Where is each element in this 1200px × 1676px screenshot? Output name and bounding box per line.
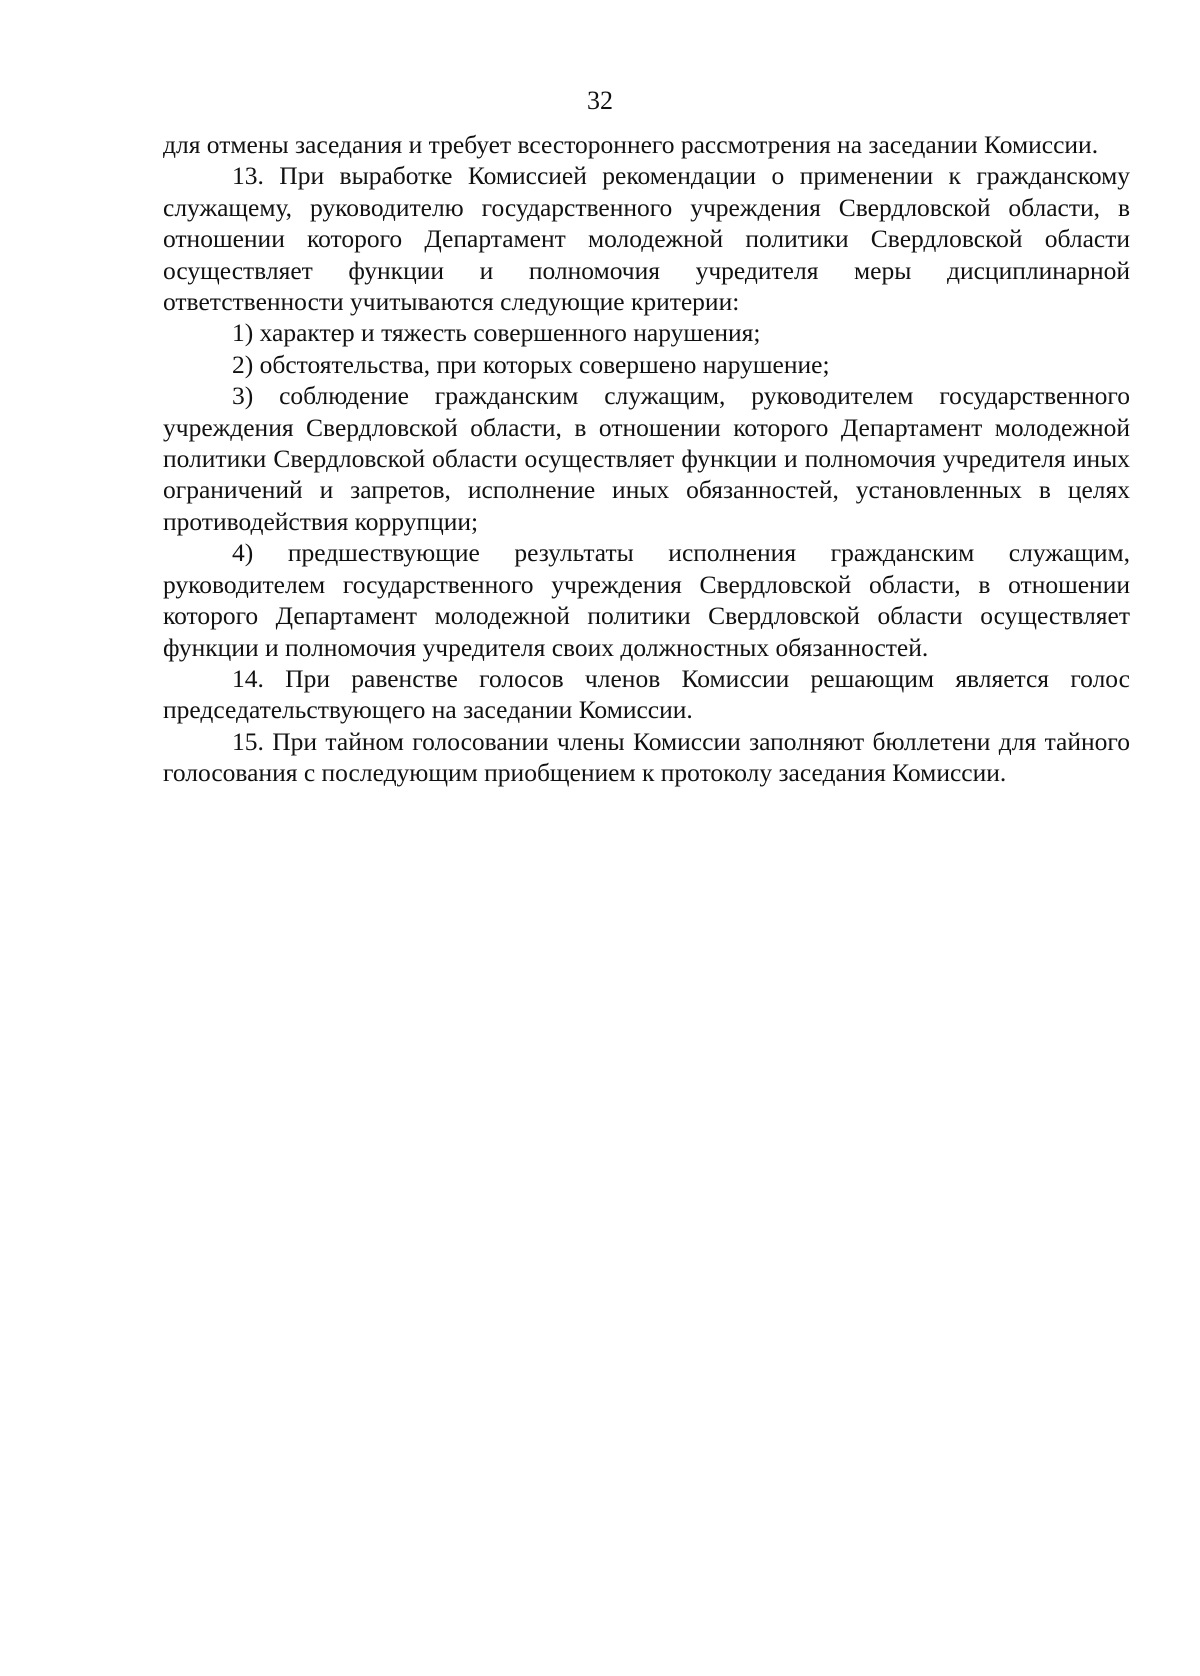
- criteria-item-1: 1) характер и тяжесть совершенного нарушения;: [232, 318, 761, 348]
- paragraph-item-15: 15. При тайном голосовании члены Комиссии заполняют бюллетени для тайного голосования с последующим приобщением к протоколу заседания Комиссии.: [163, 726, 1130, 788]
- paragraph-continuation: для отмены заседания и требует всестороннего рассмотрения на заседании Комиссии.: [163, 130, 1099, 159]
- paragraph-item-13: 13. При выработке Комиссией рекомендации о применении к гражданскому служащему, руководителю государственного учреждения Свердловской области, в отношении которого Департамент молодежной политики Свердловской области осуществляет функции и полномочия учредителя меры дисциплинарной ответственности учитываются следующие критерии:: [163, 161, 1130, 317]
- criteria-item-4: 4) предшествующие результаты исполнения гражданским служащим, руководителем государственного учреждения Свердловской области, в отношении которого Департамент молодежной политики Свердловской области осуществляет функции и полномочия учредителя своих должностных обязанностей.: [163, 538, 1130, 662]
- page-number: 32: [587, 86, 613, 115]
- document-body: [163, 129, 1130, 789]
- criteria-item-3: 3) соблюдение гражданским служащим, руководителем государственного учреждения Свердловской области, в отношении которого Департамент молодежной политики Свердловской области осуществляет функции и полномочия учредителя иных ограничений и запретов, исполнение иных обязанностей, установленных в целях противодействия коррупции;: [163, 381, 1130, 536]
- criteria-item-2: 2) обстоятельства, при которых совершено нарушение;: [232, 349, 830, 379]
- paragraph-item-14: 14. При равенстве голосов членов Комиссии решающим является голос председательствующего на заседании Комиссии.: [163, 663, 1130, 725]
